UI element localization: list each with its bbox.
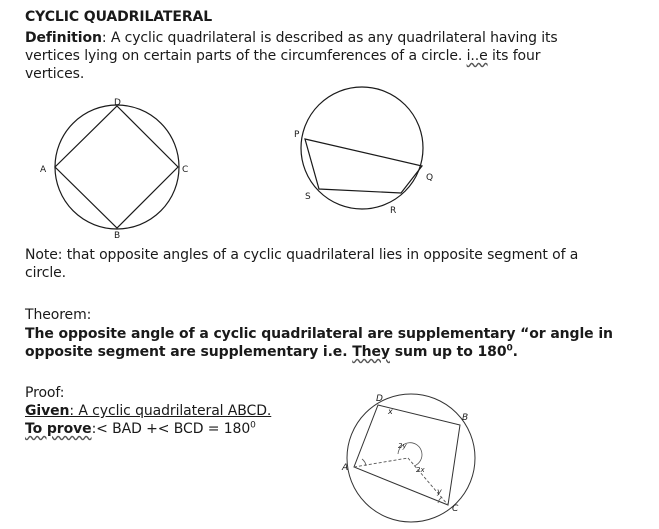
figure-3-label-2y: 2y	[398, 442, 407, 450]
figure-2-quadrilateral	[305, 139, 422, 193]
figure-3-label-a: A	[342, 463, 349, 473]
figure-2-label-s: S	[305, 192, 311, 202]
figure-3-proof-diagram	[341, 394, 475, 522]
to-prove-term: To prove	[25, 421, 92, 437]
figure-2-label-r: R	[390, 206, 397, 216]
definition-text-2b: its four	[487, 48, 541, 64]
figure-1-label-d: D	[114, 98, 121, 108]
proof-to-prove	[25, 421, 256, 438]
to-prove-text: :< BAD +< BCD = 180	[91, 421, 251, 437]
theorem-they: They	[352, 344, 390, 360]
theorem-degree: 0	[506, 343, 513, 354]
figure-1-label-a: A	[40, 165, 47, 175]
given-text: : A cyclic quadrilateral ABCD.	[69, 403, 272, 419]
theorem-text-2a: opposite segment are supplementary i.e.	[25, 344, 353, 360]
figure-3-label-d: D	[376, 394, 383, 404]
definition-ie: i..e	[466, 48, 488, 64]
definition-term: Definition	[25, 30, 102, 46]
theorem-line-2	[25, 344, 518, 361]
note-line-1: Note: that opposite angles of a cyclic quadrilateral lies in opposite segment of a	[25, 247, 579, 263]
figure-1-cyclic-square	[40, 98, 188, 241]
figure-3-label-c: C	[452, 504, 459, 514]
theorem-line-1: The opposite angle of a cyclic quadrilateral are supplementary “or angle in	[25, 326, 613, 342]
figure-1-label-b: B	[114, 231, 121, 241]
figure-2-cyclic-quadrilateral	[294, 87, 433, 216]
figure-1-label-c: C	[182, 165, 189, 175]
figure-3-radius-c	[408, 458, 448, 505]
figure-3-label-b: B	[462, 413, 469, 423]
theorem-text-2b: sum up to 180	[389, 344, 507, 360]
proof-title: Proof:	[25, 385, 65, 401]
definition-line-3: vertices.	[25, 66, 85, 82]
definition-text: : A cyclic quadrilateral is described as any quadrilateral having its	[101, 30, 558, 46]
figure-1-quadrilateral	[55, 106, 178, 228]
note-line-2: circle.	[25, 265, 66, 281]
figure-2-label-q: Q	[426, 173, 434, 183]
theorem-title: Theorem:	[25, 307, 92, 323]
figure-2-label-p: P	[294, 130, 300, 140]
figure-3-label-y: y	[437, 487, 442, 496]
figure-3-label-x: x	[388, 407, 393, 416]
proof-given	[25, 403, 271, 420]
definition-text-2a: vertices lying on certain parts of the circumferences of a circle.	[25, 48, 467, 64]
theorem-end: .	[512, 344, 518, 360]
given-term: Given	[25, 403, 70, 419]
figure-3-quadrilateral	[354, 405, 460, 505]
figure-1-circle	[55, 105, 179, 229]
page-title: CYCLIC QUADRILATERAL	[25, 9, 213, 25]
to-prove-degree: 0	[250, 420, 256, 431]
figure-3-label-2x: 2x	[416, 466, 425, 474]
